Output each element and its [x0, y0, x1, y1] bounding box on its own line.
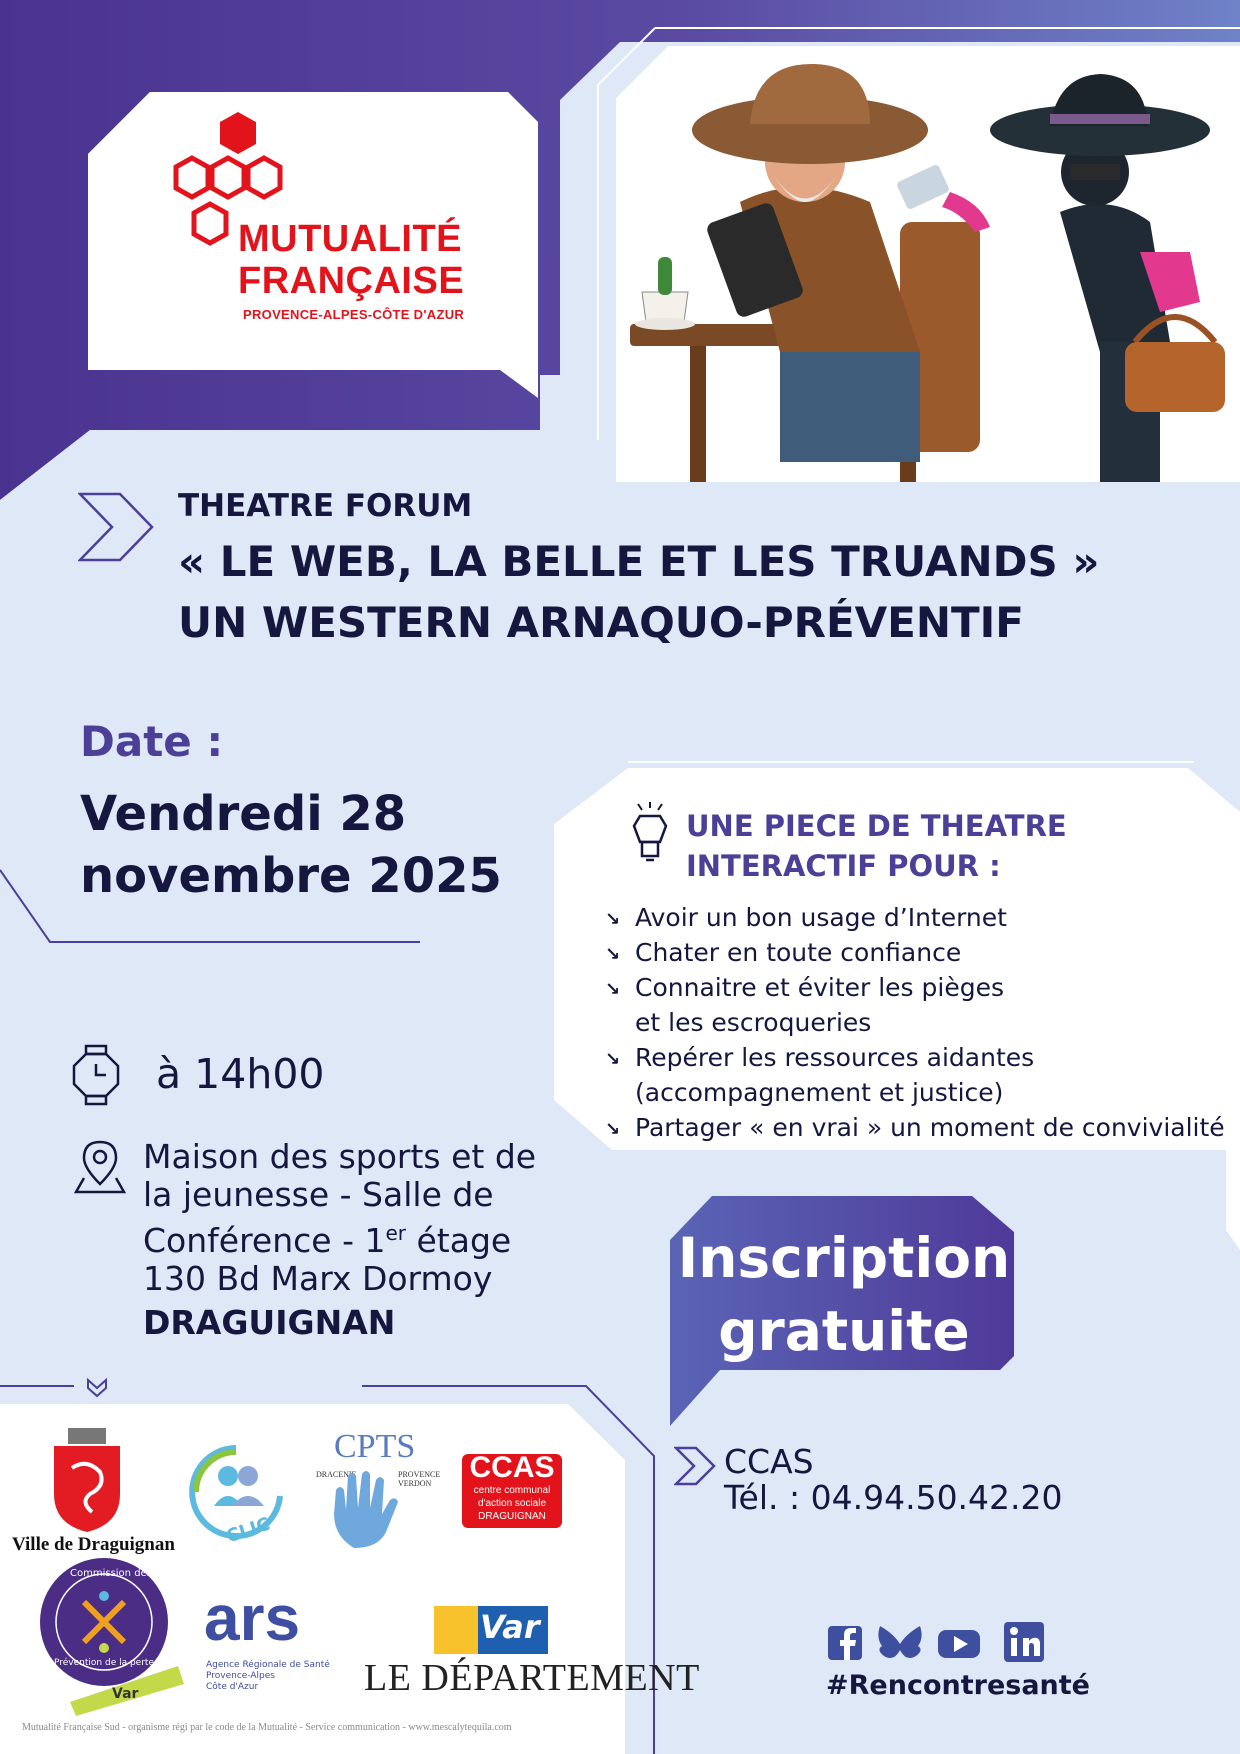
clock-icon	[70, 1044, 122, 1106]
event-time: à 14h00	[156, 1050, 325, 1098]
departement-label: LE DÉPARTEMENT	[364, 1657, 700, 1699]
event-kind: THEATRE FORUM	[178, 488, 473, 524]
ccas-logo-text: CCAS centre communal d'action sociale DRAGUIGNAN	[469, 1451, 555, 1522]
event-subtitle: UN WESTERN ARNAQUO-PRÉVENTIF	[178, 598, 1024, 647]
card-bullet-list	[605, 900, 1225, 1145]
registration-line2: gratuite	[718, 1299, 970, 1363]
location-pin-icon	[74, 1138, 126, 1194]
youtube-icon[interactable]	[938, 1630, 980, 1658]
cfppa-top-label: Commission des financeurs	[70, 1568, 208, 1579]
card-heading-line1: UNE PIECE DE THEATRE	[686, 809, 1067, 843]
venue-line1: Maison des sports et de	[143, 1137, 537, 1176]
date-line1: Vendredi 28	[80, 786, 407, 842]
partner-cpts-left: DRACENIE	[316, 1470, 357, 1479]
venue-line4: 130 Bd Marx Dormoy	[143, 1259, 493, 1298]
linkedin-icon[interactable]	[1004, 1622, 1044, 1662]
partner-clic-label: CLIC	[223, 1513, 273, 1548]
social-icons	[828, 1620, 1054, 1664]
venue-address	[143, 1138, 536, 1342]
contact-phone: Tél. : 04.94.50.42.20	[724, 1478, 1063, 1517]
contact-info	[724, 1444, 1063, 1516]
list-item: ↘ Connaitre et éviter les pièges et les escroqueries	[605, 973, 1004, 1037]
bluesky-icon[interactable]	[878, 1626, 921, 1658]
card-heading	[686, 806, 1067, 886]
bullet-arrow-icon: ↘	[605, 944, 621, 965]
var-logo-text: Var	[480, 1608, 540, 1646]
registration-line1: Inscription	[677, 1226, 1011, 1290]
hashtag: #Rencontresanté	[826, 1670, 1090, 1701]
contact-chevron-icon	[674, 1446, 716, 1486]
date-line2: novembre 2025	[80, 848, 502, 904]
registration-badge	[672, 1222, 1016, 1368]
divider-chevron-icon	[86, 1376, 108, 1398]
logo-name-line2: FRANÇAISE	[238, 260, 465, 302]
ars-subtitle: Agence Régionale de Santé Provence-Alpes Côte d'Azur	[206, 1660, 330, 1692]
mutualite-logo-name	[238, 218, 464, 302]
ville-draguignan-crest	[50, 1428, 124, 1532]
card-heading-line2: INTERACTIF POUR :	[686, 849, 1001, 883]
venue-line3: Conférence - 1er étage	[143, 1221, 512, 1260]
contact-org: CCAS	[724, 1442, 814, 1481]
venue-line2: la jeunesse - Salle de	[143, 1175, 494, 1214]
bullet-arrow-icon: ↘	[605, 1119, 621, 1140]
western-scam-illustration	[630, 52, 1234, 482]
facebook-icon[interactable]	[828, 1626, 862, 1660]
logo-region: PROVENCE-ALPES-CÔTE D'AZUR	[243, 307, 465, 322]
logo-name-line1: MUTUALITÉ	[238, 218, 463, 260]
list-item: ↘ Avoir un bon usage d’Internet	[605, 900, 1225, 935]
cfppa-bottom-label: Prévention de la perte d'autonomie	[54, 1658, 214, 1668]
list-item: ↘ Repérer les ressources aidantes (accompagnement et justice)	[605, 1043, 1035, 1107]
cpts-hand-icon	[324, 1470, 404, 1552]
list-item: ↘ Chater en toute confiance	[605, 935, 1225, 970]
partner-cpts-right: PROVENCE VERDON	[398, 1470, 441, 1488]
partner-cpts-label: CPTS	[334, 1428, 416, 1465]
cfppa-var-label: Var	[112, 1686, 139, 1702]
list-item: ↘ Partager « en vrai » un moment de convivialité	[605, 1110, 1225, 1145]
footer-legal: Mutualité Française Sud - organisme régi par le code de la Mutualité - Service communication - www.mescalytequila.com	[22, 1722, 512, 1733]
bullet-arrow-icon: ↘	[605, 979, 621, 1000]
title-chevron-icon	[78, 492, 154, 562]
bullet-arrow-icon: ↘	[605, 1049, 621, 1070]
ars-logo-text: ars	[204, 1582, 301, 1654]
venue-city: DRAGUIGNAN	[143, 1303, 396, 1342]
partner-ville-label: Ville de Draguignan	[12, 1534, 175, 1555]
event-title: « LE WEB, LA BELLE ET LES TRUANDS »	[178, 537, 1100, 586]
date-value	[80, 783, 502, 907]
lightbulb-icon	[632, 802, 668, 866]
bullet-arrow-icon: ↘	[605, 909, 621, 930]
date-label: Date :	[80, 717, 224, 766]
